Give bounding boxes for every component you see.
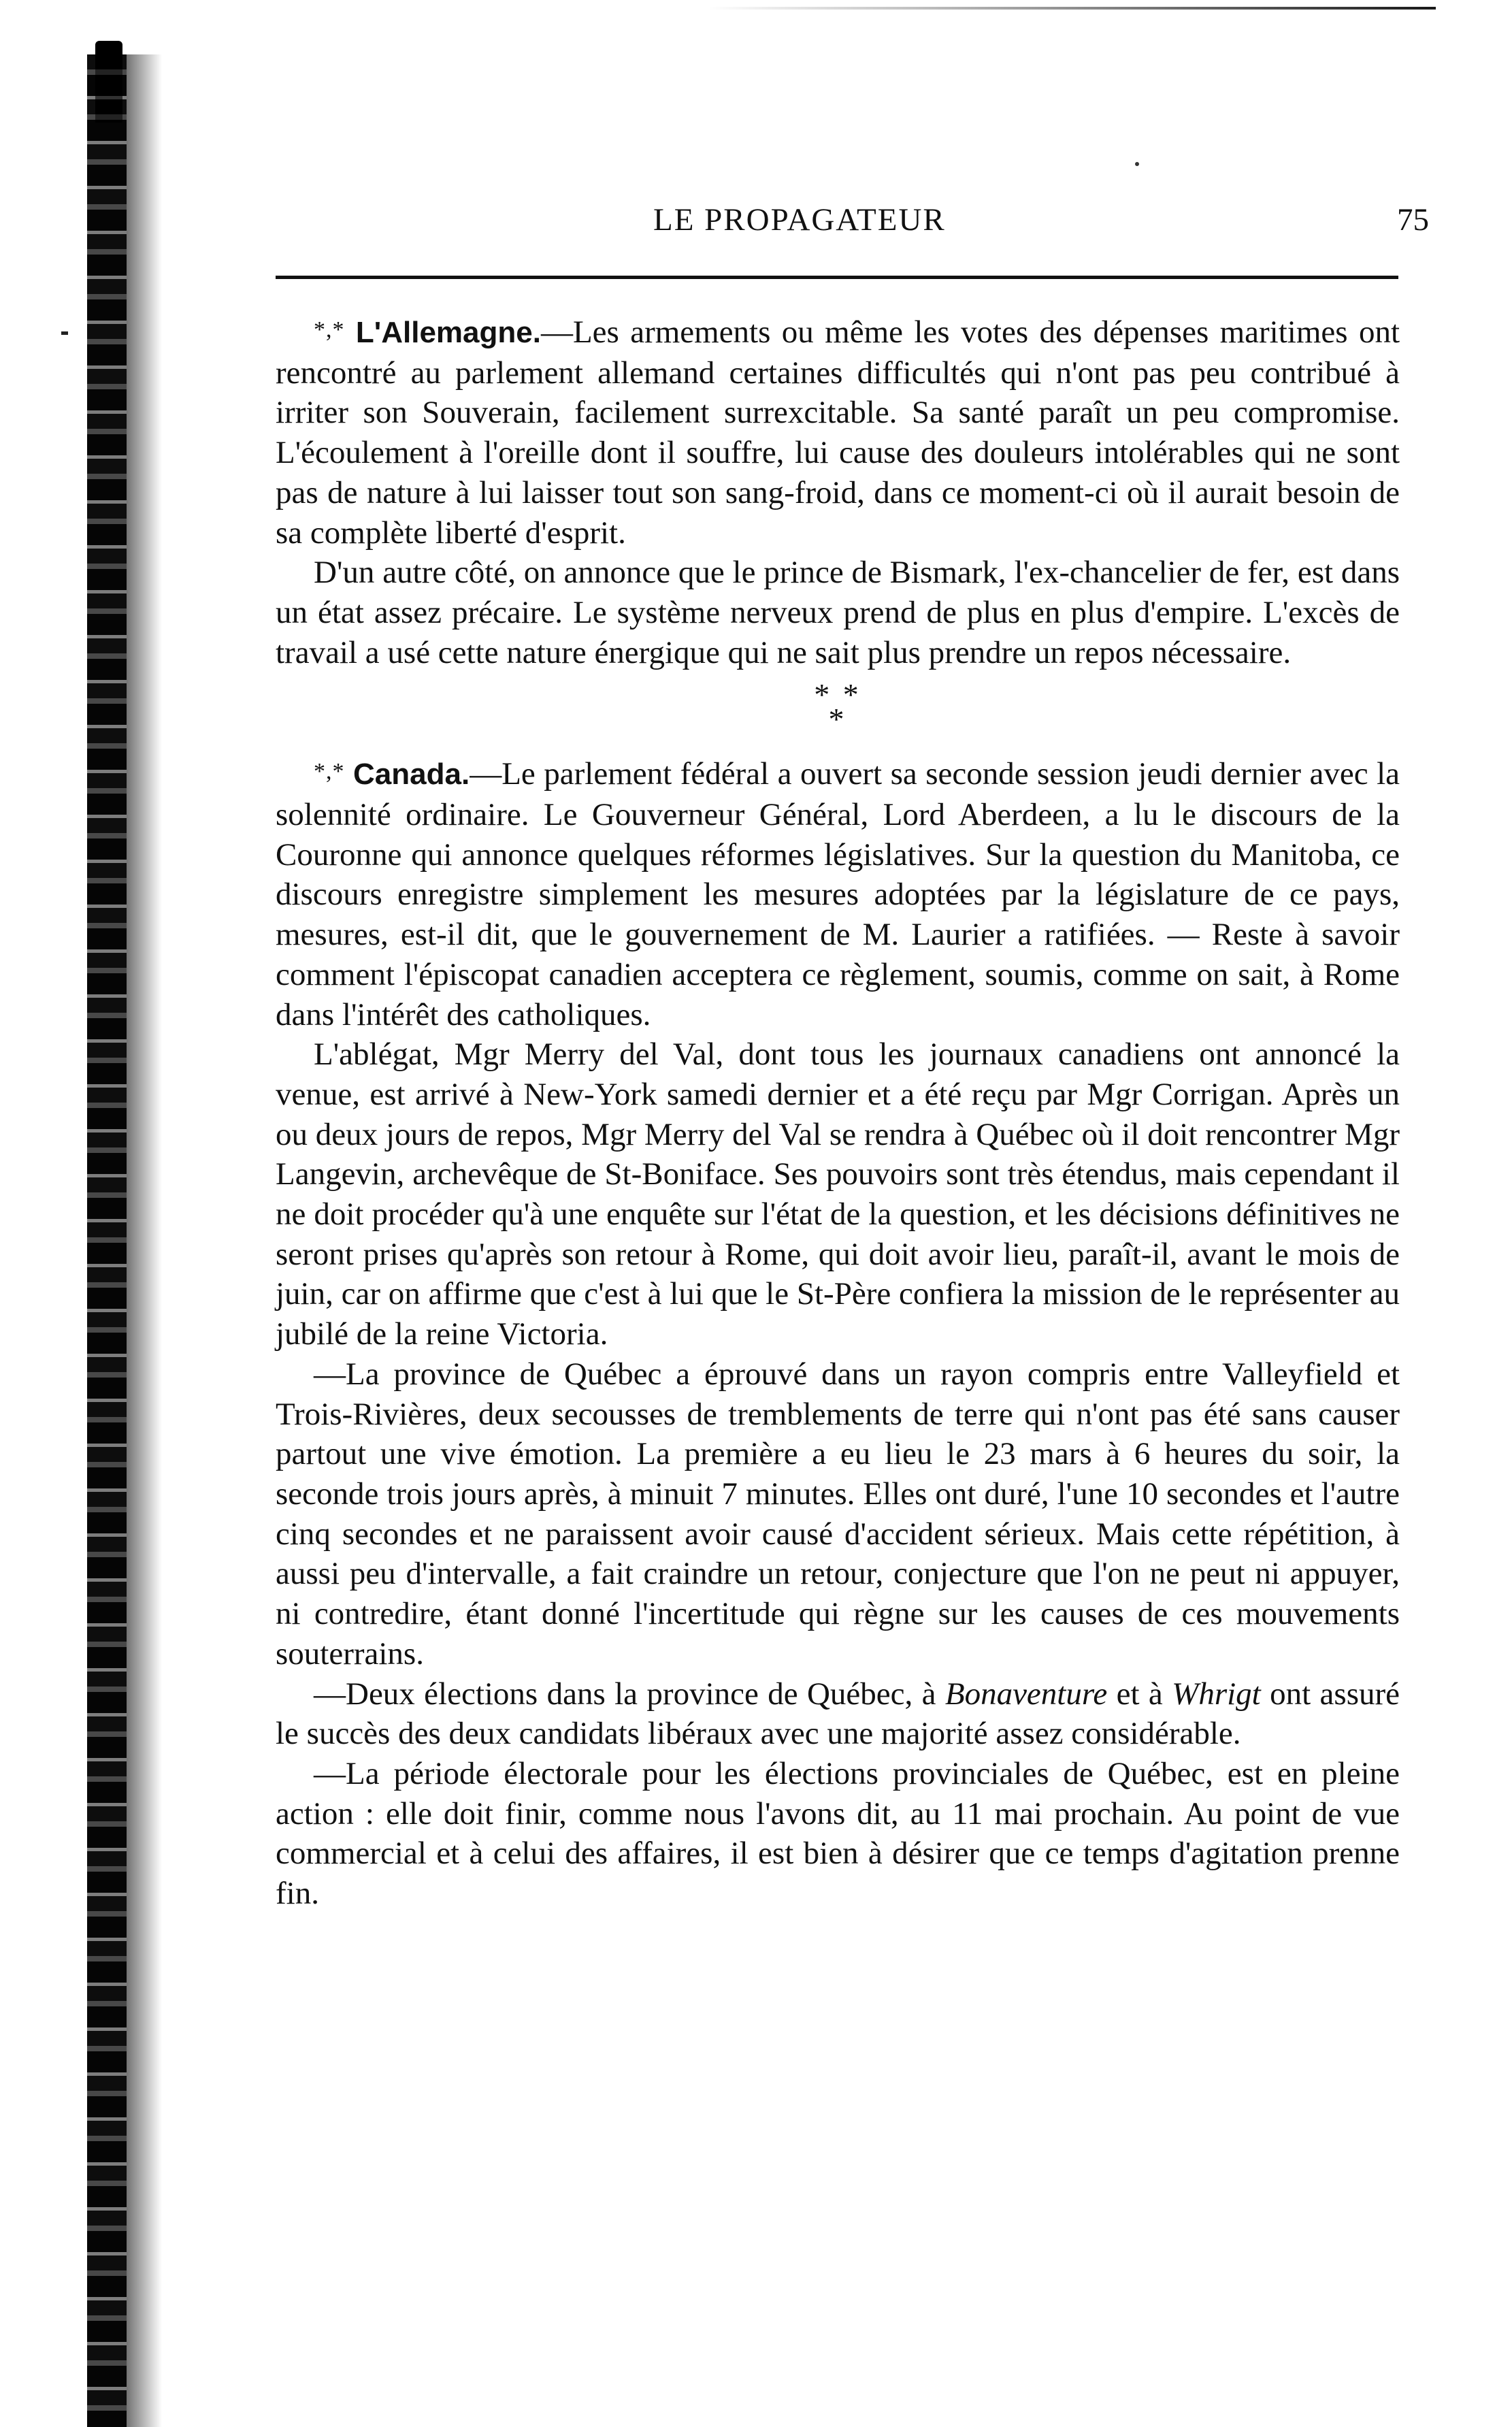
paragraph-allemagne-2: D'un autre côté, on annonce que le prince de Bismark, l'ex-chancelier de fer, est dans un état assez précaire. Le système nerveux prend de plus en plus d'empire. L'excès de travail a usé cette nature énergique qui ne sait plus prendre un repos nécessaire. [276, 555, 1400, 670]
paragraph-text: et à [1107, 1676, 1172, 1712]
asterism-bottom: * [828, 702, 847, 737]
paragraph-canada-5: —La période électorale pour les élections provinciales de Québec, est en pleine action : elle doit finir, comme nous l'avons dit, au 11 mai prochain. Au point de vue commercial et à celui des affaires, il est bien à désirer que ce temps d'agitation prenne fin. [276, 1755, 1400, 1912]
publication-title: LE PROPAGATEUR [653, 202, 946, 238]
scan-artifact-top-line [708, 7, 1436, 10]
paragraph-text: —Les armements ou même les votes des dépenses maritimes ont rencontré au parlement allemand certaines difficultés qui n'ont pas peu contribué à irriter son Souverain, facilement surrexcitable. Sa santé paraît un peu compromise. L'écoulement à l'oreille dont il souffre, lui cause des douleurs intolérables qui ne sont pas de nature à lui laisser tout son sang-froid, dans ce moment-ci où il aurait besoin de sa complète liberté d'esprit. [276, 314, 1400, 551]
paragraph-text: —Le parlement fédéral a ouvert sa seconde session jeudi dernier avec la solennité ordinaire. Le Gouverneur Général, Lord Aberdeen, a lu le discours de la Couronne qui annonce quelques réformes législatives. Sur la question du Manitoba, ce discours enregistre simplement les mesures adoptées par la législature de ce pays, mesures, est-il dit, que le gouvernement de M. Laurier a ratifiées. — Reste à savoir comment l'épiscopat canadien acceptera ce règlement, soumis, comme on sait, à Rome dans l'intérêt des catholiques. [276, 756, 1400, 1032]
paragraph-text: —Deux élections dans la province de Québec, à [314, 1676, 945, 1712]
paragraph-text: ont assuré le succès des deux candidats libéraux avec une majorité assez considérable. [276, 1676, 1400, 1752]
section-marker-asterisks: *,* [314, 759, 345, 785]
scan-artifact-dot [1135, 162, 1139, 166]
section-marker-asterisks: *,* [314, 317, 345, 342]
page-number: 75 [1397, 202, 1429, 238]
running-head [272, 201, 1429, 242]
paragraph-canada-1 [276, 752, 1400, 1035]
paragraph-canada-2: L'ablégat, Mgr Merry del Val, dont tous les journaux canadiens ont annoncé la venue, est arrivé à New-York samedi dernier et a été reçu par Mgr Corrigan. Après un ou deux jours de repos, Mgr Merry del Val se rendra à Québec où il doit rencontrer Mgr Langevin, archevêque de St-Boniface. Ses pouvoirs sont très étendus, mais cependant il ne doit procéder qu'à une enquête sur l'état de la question, et les décisions définitives ne seront prises qu'après son retour à Rome, qui doit avoir lieu, paraît-il, avant le mois de juin, car on affirme que c'est à lui que le St-Père confiera la mission de le représenter au jubilé de la reine Victoria. [276, 1037, 1400, 1352]
section-heading-allemagne: L'Allemagne. [355, 316, 541, 349]
article-body [276, 310, 1400, 1914]
paragraph-allemagne-1 [276, 310, 1400, 553]
binding-gutter-shadow [87, 54, 127, 2427]
section-separator-asterism [276, 672, 1400, 752]
scan-artifact-mark [61, 331, 68, 335]
header-rule [276, 276, 1398, 279]
asterism-top: * * [814, 677, 861, 713]
paragraph-canada-4 [276, 1674, 1400, 1754]
place-name-bonaventure: Bonaventure [944, 1676, 1108, 1712]
paragraph-canada-3: —La province de Québec a éprouvé dans un rayon compris entre Valleyfield et Trois-Rivières, deux secousses de tremblements de terre qui n'ont pas été sans causer partout une vive émotion. La première a eu lieu le 23 mars à 6 heures du soir, la seconde trois jours après, à minuit 7 minutes. Elles ont duré, l'une 10 secondes et l'autre cinq secondes et ne paraissent avoir causé d'accident sérieux. Mais cette répétition, à aussi peu d'intervalle, a fait craindre un retour, conjecture que l'on ne peut ni appuyer, ni contredire, étant donné l'incertitude qui règne sur les causes de ces mouvements souterrains. [276, 1356, 1400, 1672]
place-name-whrigt: Whrigt [1172, 1676, 1261, 1712]
section-heading-canada: Canada. [353, 758, 470, 792]
